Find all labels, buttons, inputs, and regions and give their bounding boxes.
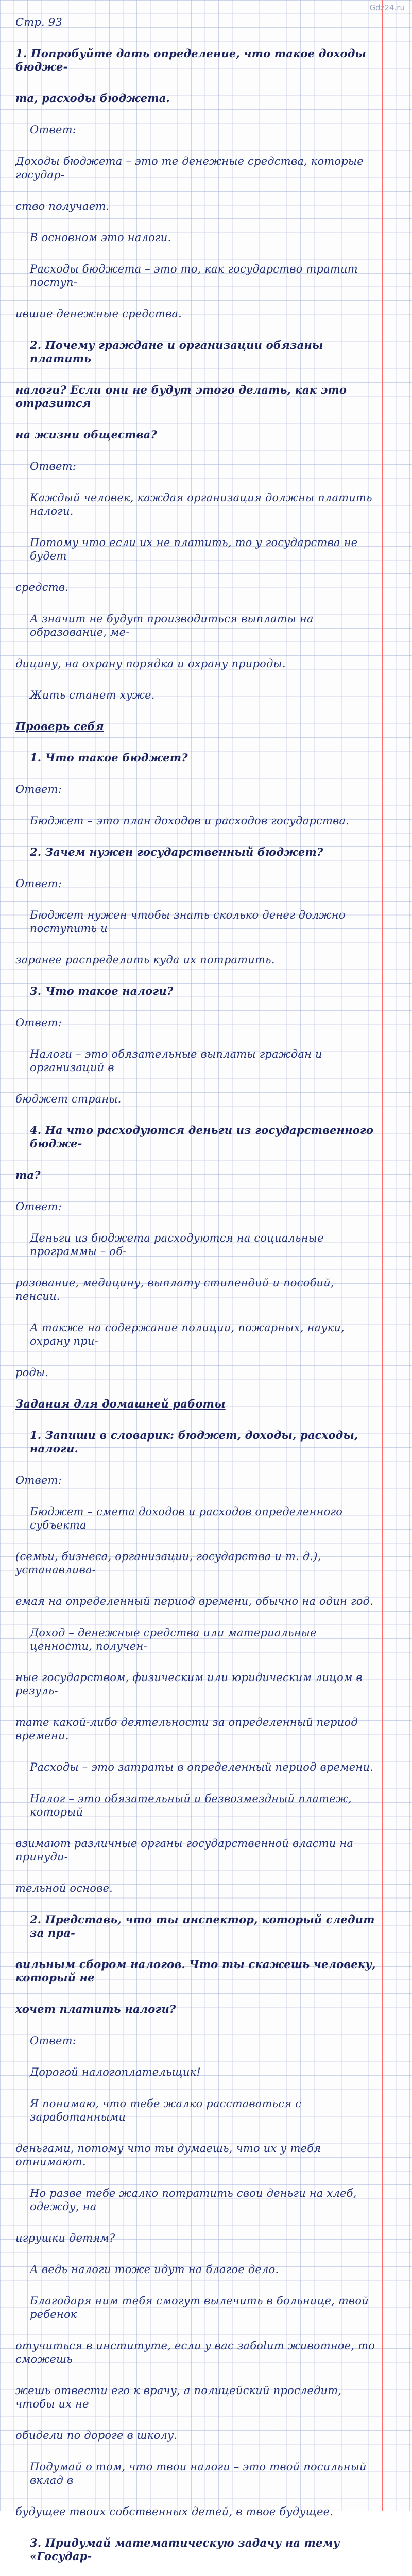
answer-text: отучиться в институте, если у вас забolит животное, то сможешь	[15, 2340, 375, 2365]
answer-text: деньгами, потому что ты думаешь, что их у тебя отнимают.	[15, 2142, 321, 2168]
answer-text: А также на содержание полиции, пожарных, науки, охрану при-	[30, 1321, 345, 1347]
answer-text: А значит не будут производиться выплаты на образование, ме-	[30, 613, 314, 638]
answer-text: В основном это налоги.	[30, 231, 171, 244]
answer-text: будущее твоих собственных детей, в твое будущее.	[15, 2505, 334, 2518]
answer-text: Налог – это обязательный и безвозмездный платеж, который	[30, 1792, 352, 1818]
answer-text: Благодаря ним тебя смогут вылечить в больнице, твой ребенок	[30, 2295, 369, 2320]
question-text: та, расходы бюджета.	[15, 92, 170, 105]
answer-label: Ответ:	[15, 1016, 62, 1029]
page-number: Стр. 93	[15, 16, 62, 28]
section-heading: Задания для домашней работы	[15, 1397, 226, 1410]
question-text: вильным сбором налогов. Что ты скажешь человеку, который не	[15, 1958, 376, 1984]
answer-text: Доход – денежные средства или материальные ценности, получен-	[30, 1626, 317, 1652]
question-text: 4. На что расходуются деньги из государственного бюдже-	[30, 1124, 374, 1150]
answer-text: тельной основе.	[15, 1882, 113, 1894]
answer-text: Бюджет – смета доходов и расходов определенного субъекта	[30, 1505, 343, 1531]
answer-text: Но разве тебе жалко потратить свои деньги на хлеб, одежду, на	[30, 2187, 357, 2213]
answer-text: Я понимаю, что тебе жалко расставаться с заработанными	[30, 2097, 302, 2123]
section-heading: Проверь себя	[15, 720, 104, 733]
answer-text: обидели по дороге в школу.	[15, 2429, 178, 2442]
question-text: 2. Почему граждане и организации обязаны платить	[30, 338, 323, 365]
question-text: 2. Представь, что ты инспектор, который следит за пра-	[30, 1913, 375, 1939]
question-text: налоги? Если они не будут этого делать, как это отразится	[15, 383, 347, 410]
answer-text: жешь отвести его к врачу, а полицейский проследит, чтобы их не	[15, 2384, 342, 2410]
homework-text	[15, 15, 376, 2576]
question-text: та?	[15, 1168, 41, 1181]
question-text: 1. Запиши в словарик: бюджет, доходы, расходы, налоги.	[30, 1429, 358, 1455]
answer-text: заранее распределить куда их потратить.	[15, 954, 275, 966]
answer-text: Каждый человек, каждая организация должны платить налоги.	[30, 492, 372, 517]
answer-text: Бюджет нужен чтобы знать сколько денег должно поступить и	[30, 909, 346, 935]
question-text: 3. Придумай математическую задачу на тему «Государ-	[30, 2536, 340, 2563]
question-text: хочет платить налоги?	[15, 2003, 176, 2015]
answer-text: емая на определенный период времени, обычно на один год.	[15, 1595, 373, 1607]
answer-text: разование, медицину, выплату стипендий и пособий, пенсии.	[15, 1277, 334, 1302]
answer-text: (семьи, бизнеса, организации, государства и т. д.), устанавлива-	[15, 1550, 321, 1576]
answer-text: роды.	[15, 1366, 49, 1379]
answer-label: Ответ:	[30, 2035, 76, 2047]
answer-label: Ответ:	[15, 783, 62, 795]
answer-text: взимают различные органы государственной власти на принуди-	[15, 1837, 354, 1863]
question-text: 3. Что такое налоги?	[30, 985, 174, 997]
answer-text: тате какой-либо деятельности за определенный период времени.	[15, 1716, 358, 1742]
answer-text: Потому что если их не платить, то у государства не будет	[30, 536, 358, 562]
question-text: 1. Попробуйте дать определение, что такое доходы бюдже-	[15, 47, 367, 73]
answer-label: Ответ:	[30, 460, 76, 472]
answer-text: ившие денежные средства.	[15, 308, 182, 320]
answer-text: Налоги – это обязательные выплаты граждан и организаций в	[30, 1048, 322, 1074]
answer-label: Ответ:	[30, 124, 76, 136]
answer-text: Доходы бюджета – это те денежные средства, которые государ-	[15, 155, 364, 181]
answer-text: Деньги из бюджета расходуются на социальные программы – об-	[30, 1232, 324, 1258]
answer-label: Ответ:	[15, 1474, 62, 1486]
question-text: на жизни общества?	[15, 428, 157, 441]
question-text: 2. Зачем нужен государственный бюджет?	[30, 845, 323, 858]
answer-text: игрушки детям?	[15, 2232, 115, 2244]
answer-text: дицину, на охрану порядка и охрану природы.	[15, 657, 286, 670]
site-watermark: Gdz24.ru	[369, 3, 405, 12]
answer-text: Расходы – это затраты в определенный период времени.	[30, 1761, 374, 1773]
question-text: 1. Что такое бюджет?	[30, 751, 188, 764]
answer-label: Ответ:	[15, 877, 62, 890]
answer-text: Жить станет хуже.	[30, 689, 155, 701]
answer-text: Расходы бюджета – это то, как государство тратит поступ-	[30, 263, 358, 289]
answer-text: ство получает.	[15, 200, 110, 212]
answer-text: Дорогой налогоплательщик!	[30, 2066, 201, 2078]
answer-text: бюджет страны.	[15, 1093, 122, 1105]
answer-text: А ведь налоги тоже идут на благое дело.	[30, 2263, 279, 2276]
answer-label: Ответ:	[15, 1200, 62, 1213]
answer-text: Подумай о том, что твои налоги – это твой посильный вклад в	[30, 2461, 367, 2486]
answer-text: средств.	[15, 581, 69, 594]
answer-text: ные государством, физическим или юридическим лицом в резуль-	[15, 1671, 363, 1697]
answer-text: Бюджет – это план доходов и расходов государства.	[30, 815, 350, 827]
